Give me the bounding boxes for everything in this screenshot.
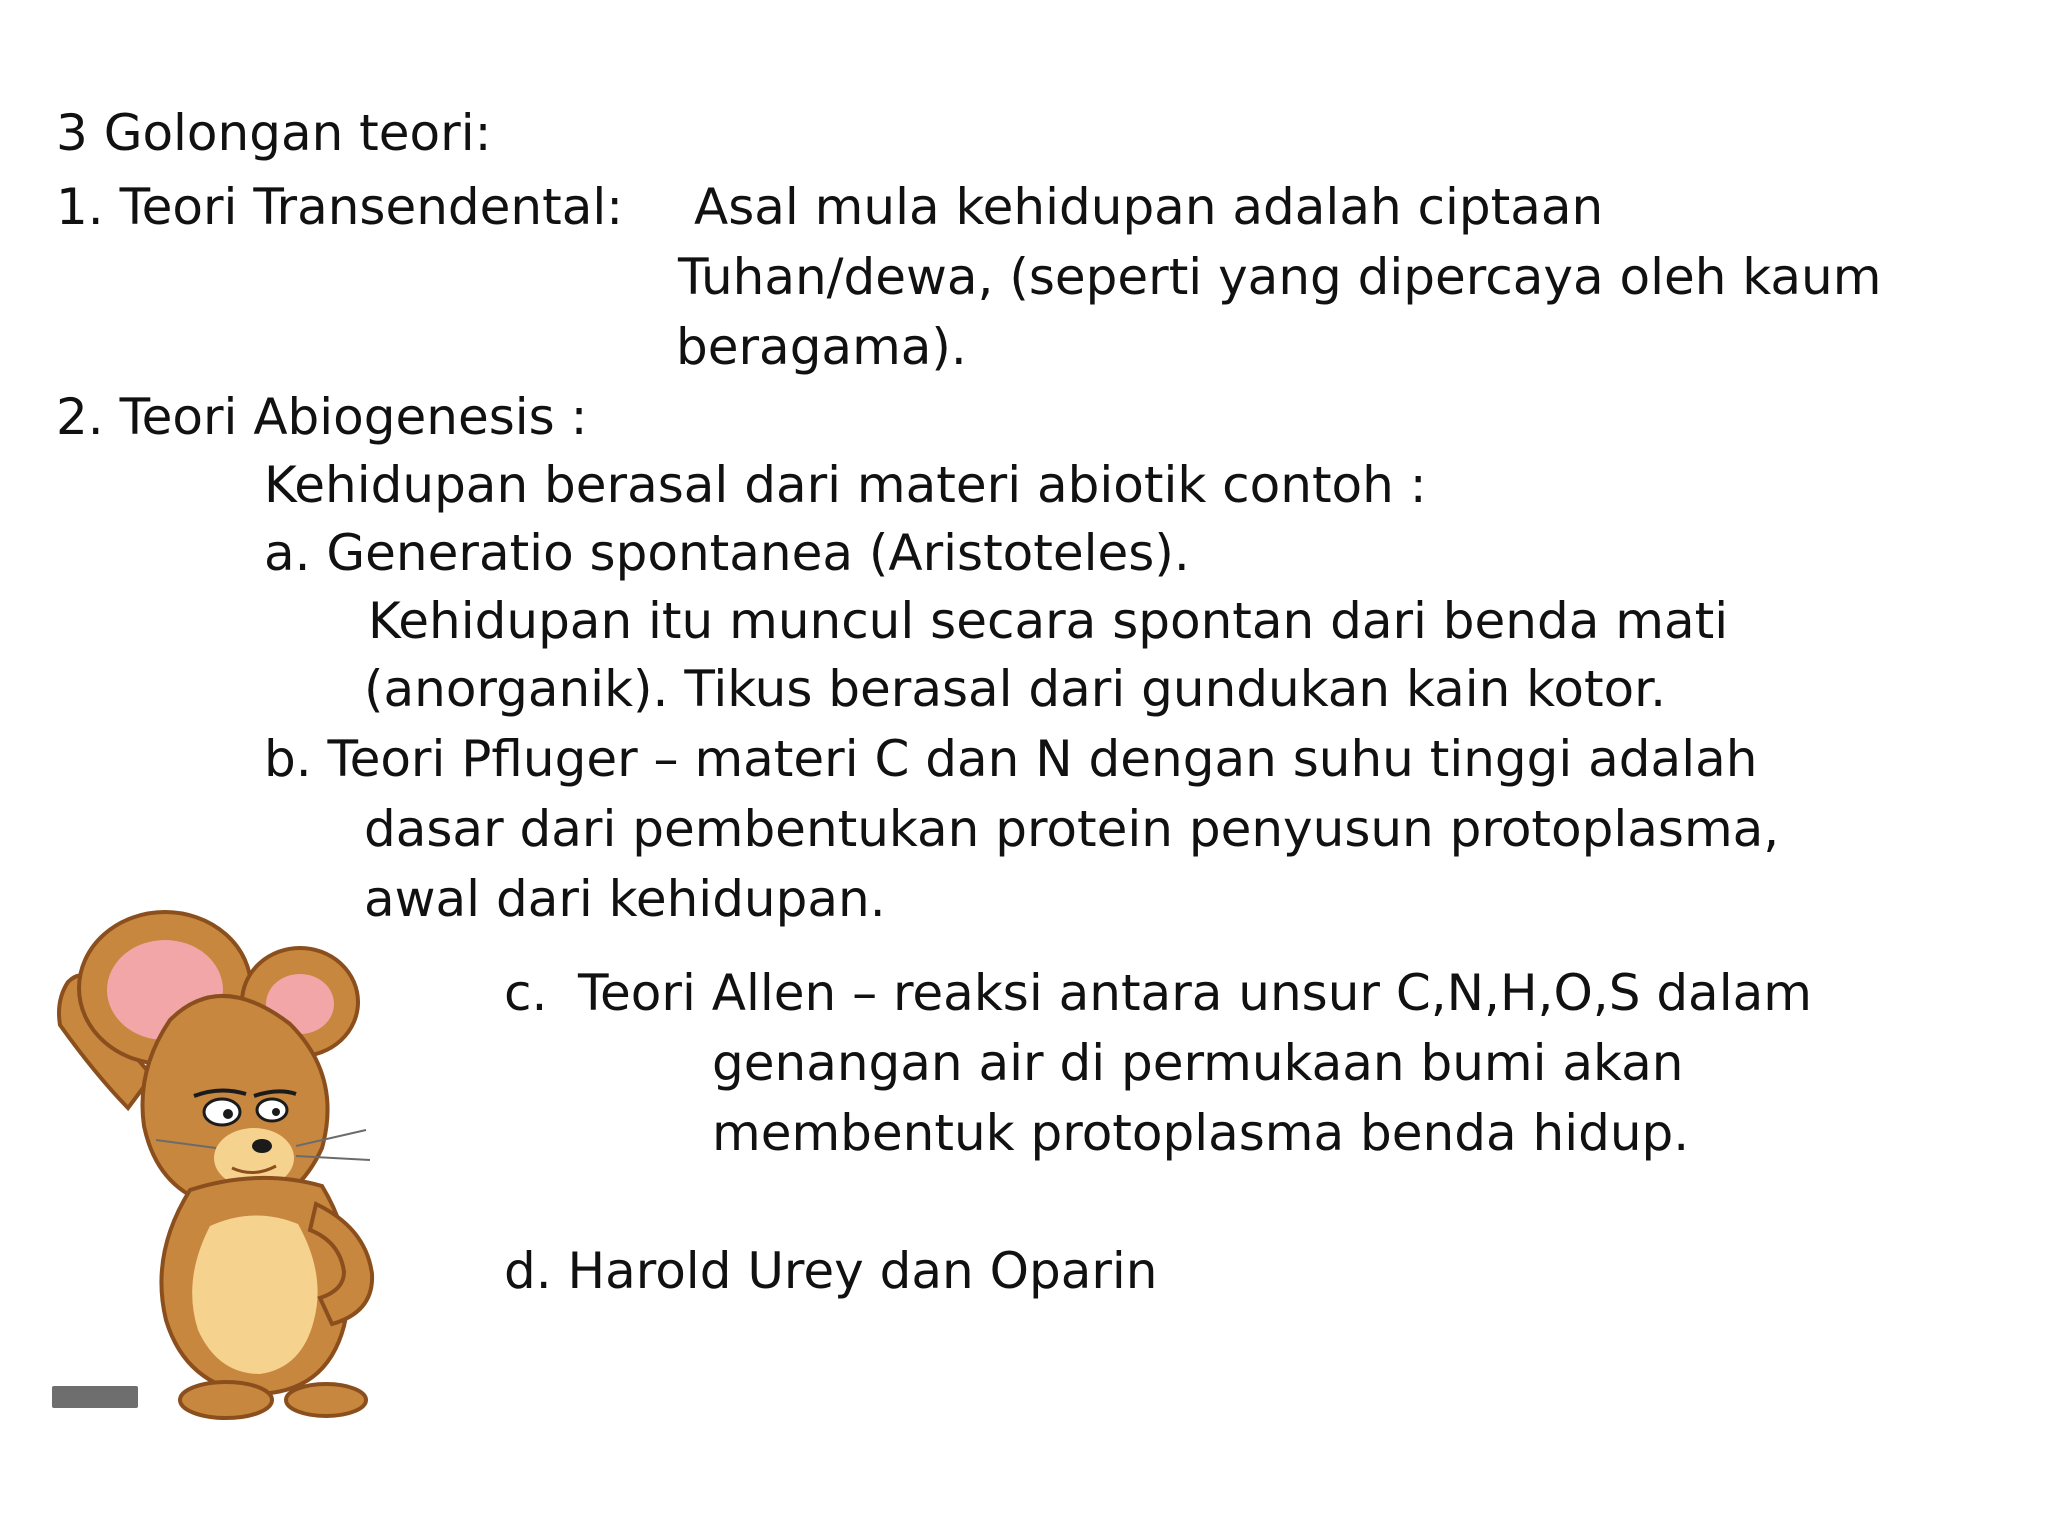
item2c-line-2: genangan air di permukaan bumi akan	[712, 1034, 1684, 1092]
item2c-line-1: Teori Allen – reaksi antara unsur C,N,H,O,S dalam	[578, 964, 1812, 1022]
item2c-line-3: membentuk protoplasma benda hidup.	[712, 1104, 1690, 1162]
item1-line-1: Asal mula kehidupan adalah ciptaan	[694, 178, 1604, 236]
item2d-line-1: d. Harold Urey dan Oparin	[504, 1242, 1158, 1300]
item2-label: 2. Teori Abiogenesis :	[56, 388, 588, 446]
item1-line-3: beragama).	[676, 318, 967, 376]
item2b-line-2: dasar dari pembentukan protein penyusun protoplasma,	[364, 800, 1780, 858]
item2a-line-2: (anorganik). Tikus berasal dari gundukan kain kotor.	[364, 660, 1667, 718]
item1-label: 1. Teori Transendental:	[56, 178, 624, 236]
item2b-line-3: awal dari kehidupan.	[364, 870, 886, 928]
item2c-marker: c.	[504, 964, 548, 1022]
cartoon-mouse-icon	[40, 900, 420, 1420]
item2-intro: Kehidupan berasal dari materi abiotik contoh :	[264, 456, 1427, 514]
item2a-title: a. Generatio spontanea (Aristoteles).	[264, 524, 1190, 582]
item1-line-2: Tuhan/dewa, (seperti yang dipercaya oleh kaum	[678, 248, 1882, 306]
slide-heading: 3 Golongan teori:	[56, 104, 492, 162]
item2b-line-1: b. Teori Pfluger – materi C dan N dengan suhu tinggi adalah	[264, 730, 1758, 788]
item2a-line-1: Kehidupan itu muncul secara spontan dari benda mati	[368, 592, 1729, 650]
watermark-badge	[52, 1386, 138, 1408]
